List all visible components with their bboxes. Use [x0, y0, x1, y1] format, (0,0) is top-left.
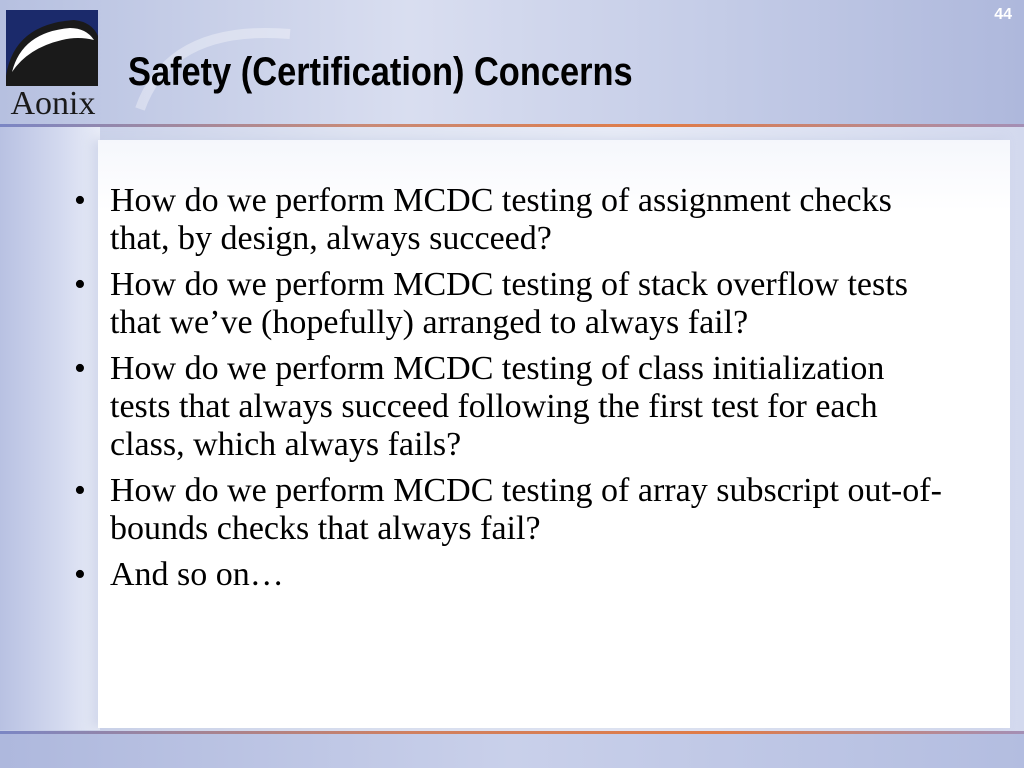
bullet-text: How do we perform MCDC testing of stack overflow tests that we’ve (hopefully) arranged to always fail?: [110, 266, 908, 341]
bullet-text: How do we perform MCDC testing of array subscript out-of-bounds checks that always fail?: [110, 472, 942, 547]
bullet-marker: •: [74, 350, 86, 387]
bullet-item: [70, 266, 950, 342]
bullet-marker: •: [74, 182, 86, 219]
slide-number: 44: [994, 6, 1012, 23]
bullet-item: [70, 350, 950, 464]
aonix-logo-icon: [4, 6, 102, 90]
bullet-item: [70, 556, 950, 594]
bullet-marker: •: [74, 556, 86, 593]
bullet-text: And so on…: [110, 556, 284, 593]
bullet-text: How do we perform MCDC testing of assignment checks that, by design, always succeed?: [110, 182, 892, 257]
company-logo: [4, 6, 102, 122]
bullet-marker: •: [74, 266, 86, 303]
bullet-marker: •: [74, 472, 86, 509]
bullet-item: [70, 472, 950, 548]
footer-band: [0, 734, 1024, 768]
bullet-list: [70, 182, 950, 602]
logo-wordmark: Aonix: [10, 85, 96, 122]
bullet-item: [70, 182, 950, 258]
bullet-text: How do we perform MCDC testing of class initialization tests that always succeed following the first test for each class, which always fails?: [110, 350, 885, 463]
slide-title: Safety (Certification) Concerns: [128, 50, 633, 94]
